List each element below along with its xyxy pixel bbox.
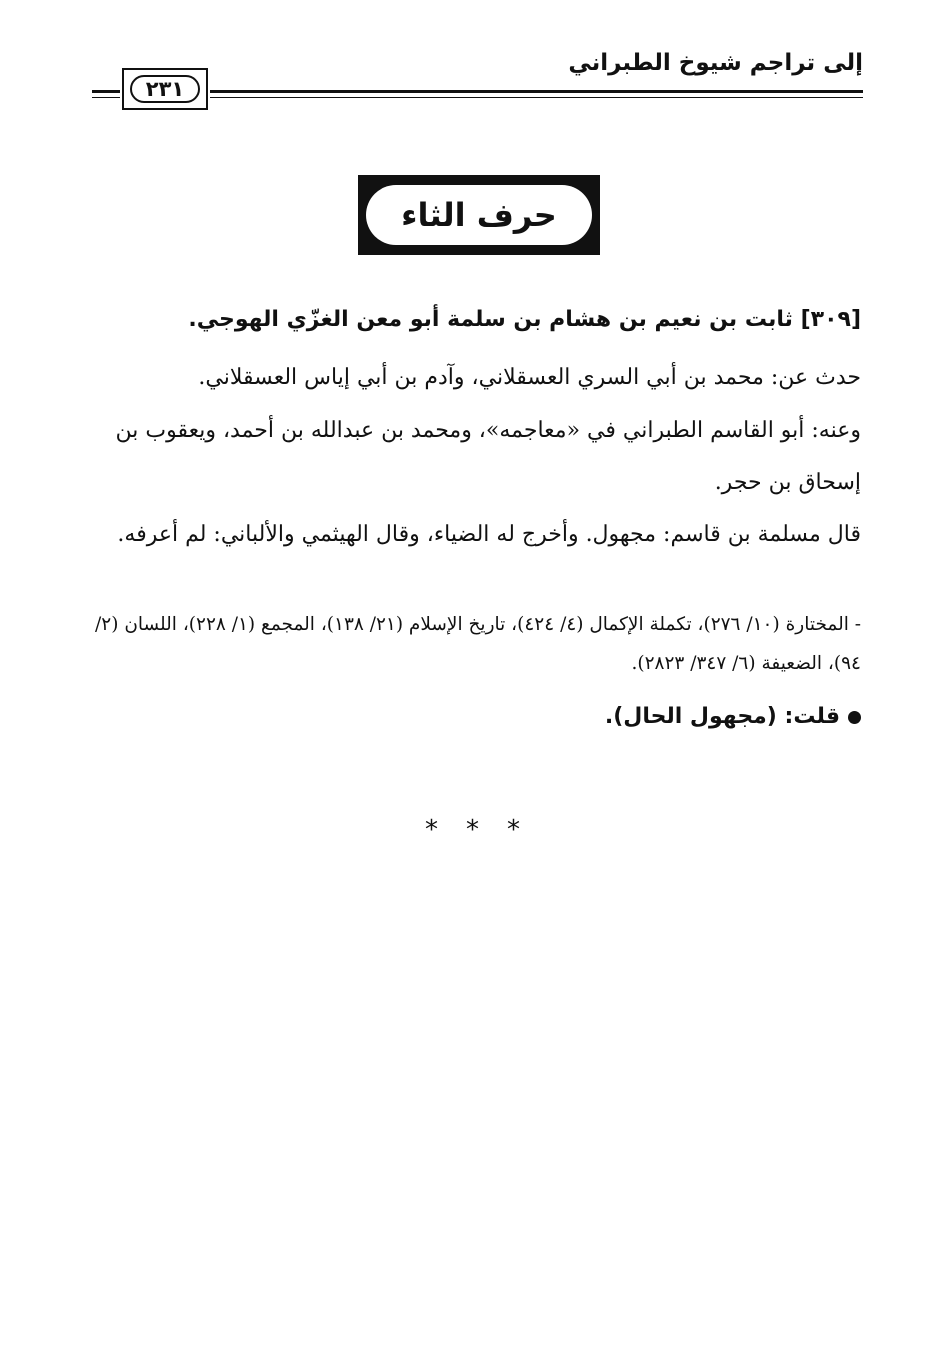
bullet-icon <box>848 711 861 724</box>
header-rule-left <box>92 90 120 93</box>
header-rule-left-thin <box>92 97 120 98</box>
chapter-title: حرف الثاء <box>366 185 592 245</box>
entry-heading: [٣٠٩] ثابت بن نعيم بن هشام بن سلمة أبو معن الغزّي الهوجي. <box>188 307 861 332</box>
entry-narrated-by: وعنه: أبو القاسم الطبراني في «معاجمه»، ومحمد بن عبدالله بن أحمد، ويعقوب بن إسحاق بن حجر. <box>115 418 861 495</box>
chapter-title-frame <box>358 175 600 255</box>
separator-text: *** <box>425 815 548 845</box>
header-rule-thin <box>210 97 863 98</box>
entry-verdict <box>90 695 861 739</box>
verdict-text: قلت: (مجهول الحال). <box>604 704 840 729</box>
page-number: ٢٣١ <box>130 75 200 103</box>
page-number-frame <box>122 68 208 110</box>
entry-narrated-from: حدث عن: محمد بن أبي السري العسقلاني، وآدم بن أبي إياس العسقلاني. <box>198 365 861 390</box>
entry-references: - المختارة (١٠/ ٢٧٦)، تكملة الإكمال (٤/ ٤٢٤)، تاريخ الإسلام (٢١/ ١٣٨)، المجمع (١/ ٢٢٨)، اللسان (٢/ ٩٤)، الضعيفة (٦/ ٣٤٧/ ٢٨٢٣). <box>95 614 861 674</box>
asterisk-separator <box>0 815 945 845</box>
entry-opinions: قال مسلمة بن قاسم: مجهول. وأخرج له الضياء، وقال الهيثمي والألباني: لم أعرفه. <box>117 522 861 547</box>
header-rule <box>210 90 863 93</box>
running-title: إلى تراجم شيوخ الطبراني <box>568 50 863 76</box>
